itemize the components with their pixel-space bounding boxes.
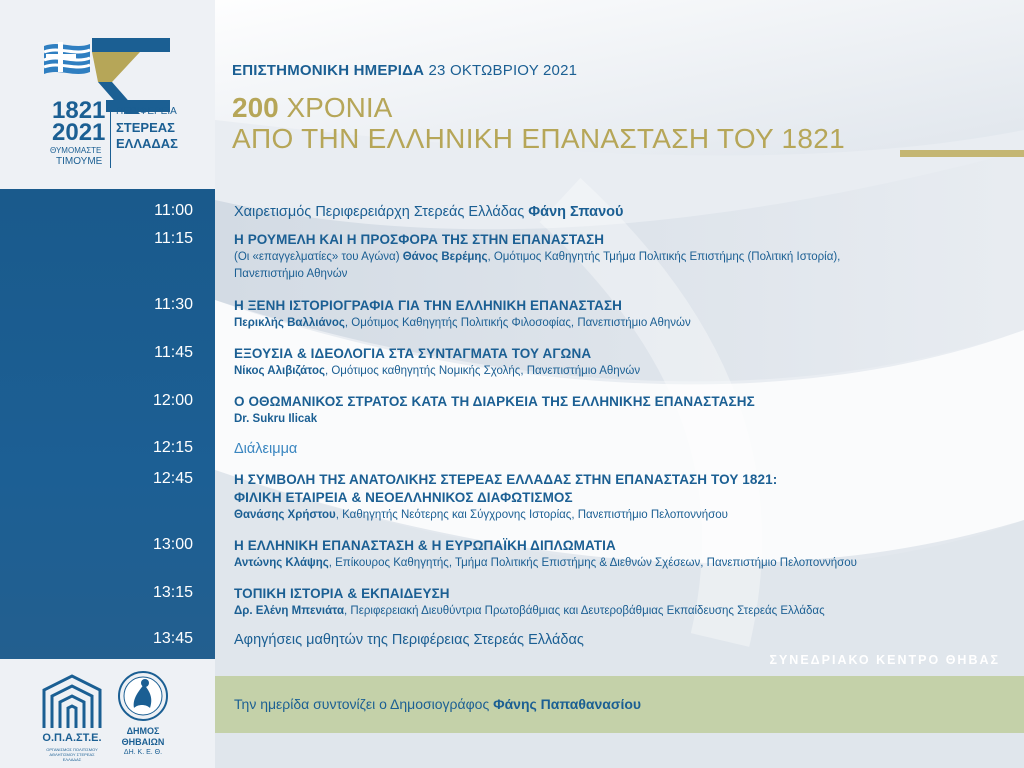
item-title: Η ΞΕΝΗ ΙΣΤΟΡΙΟΓΡΑΦΙΑ ΓΙΑ ΤΗΝ ΕΛΛΗΝΙΚΗ ΕΠΑΝΑΣΤΑΣΗ	[234, 298, 623, 313]
item-affiliation-2: Πανεπιστήμιο Αθηνών	[234, 268, 348, 280]
header	[232, 62, 1022, 155]
opaste-name: Ο.Π.Α.ΣΤ.Ε.	[42, 732, 102, 744]
item-affiliation: , Ομότιμος Καθηγητής Τμήμα Πολιτικής Επιστήμης (Πολιτική Ιστορία),	[487, 251, 841, 263]
sidebar-bottom	[0, 659, 215, 768]
item-content	[234, 231, 1024, 283]
item-title-2: ΦΙΛΙΚΗ ΕΤΑΙΡΕΙΑ & ΝΕΟΕΛΛΗΝΙΚΟΣ ΔΙΑΦΩΤΙΣΜΟΣ	[234, 490, 573, 505]
opaste-logo	[40, 672, 104, 762]
title-line-1	[232, 93, 1022, 123]
time-label: 13:15	[152, 584, 193, 601]
event-line	[232, 62, 1022, 79]
item-affiliation: , Ομότιμος Καθηγητής Πολιτικής Φιλοσοφίας, Πανεπιστήμιο Αθηνών	[344, 317, 691, 329]
time-label: 11:30	[154, 296, 193, 313]
item-speaker: Δρ. Ελένη Μπενιάτα	[234, 605, 345, 617]
item-speaker: Dr. Sukru Ilicak	[234, 413, 318, 425]
event-date: 23 ΟΚΤΩΒΡΙΟΥ 2021	[428, 62, 578, 79]
item-speaker: Αντώνης Κλάψης	[234, 557, 329, 569]
item-content	[234, 471, 1024, 524]
title-line-2: ΑΠΟ ΤΗΝ ΕΛΛΗΝΙΚΗ ΕΠΑΝΑΣΤΑΣΗ ΤΟΥ 1821	[232, 123, 846, 154]
item-plain: Χαιρετισμός Περιφερειάρχη Στερεάς Ελλάδας	[234, 204, 529, 220]
item-speaker-line	[234, 555, 1024, 572]
moderator-banner	[215, 676, 1024, 733]
item-text	[234, 631, 1024, 649]
item-subtitle: (Οι «επαγγελματίες» του Αγώνα)	[234, 251, 403, 263]
item-title: Η ΕΛΛΗΝΙΚΗ ΕΠΑΝΑΣΤΑΣΗ & Η ΕΥΡΩΠΑΪΚΗ ΔΙΠΛΩΜΑΤΙΑ	[234, 538, 616, 553]
year-top: 1821	[52, 97, 106, 124]
item-content	[234, 203, 1024, 221]
item-content	[234, 393, 1024, 428]
event-type: ΕΠΙΣΤΗΜΟΝΙΚΗ ΗΜΕΡΙΔΑ	[232, 62, 425, 79]
item-speaker: Νίκος Αλιβιζάτος	[234, 365, 325, 377]
item-speaker-line	[234, 603, 1024, 620]
opaste-subtitle: ΟΡΓΑΝΙΣΜΟΣ ΠΟΛΙΤΙΣΜΟΥ ΑΘΛΗΤΙΣΜΟΥ ΣΤΕΡΕΑΣ ΕΛΛΑΔΑΣ	[46, 747, 98, 762]
item-affiliation: , Ομότιμος καθηγητής Νομικής Σχολής, Πανεπιστήμιο Αθηνών	[324, 365, 641, 377]
year-bottom: 2021	[52, 119, 106, 146]
dimos-line-1: ΔΗΜΟΣ	[126, 726, 160, 736]
time-label: 12:00	[152, 392, 193, 409]
dimos-thivaion-logo	[112, 668, 174, 764]
item-title: ΤΟΠΙΚΗ ΙΣΤΟΡΙΑ & ΕΚΠΑΙΔΕΥΣΗ	[234, 586, 450, 601]
item-content	[234, 345, 1024, 380]
break-label: Διάλειμμα	[234, 441, 298, 457]
item-speaker: Θάνος Βερέμης	[402, 251, 488, 263]
item-content	[234, 585, 1024, 620]
item-affiliation: , Καθηγητής Νεότερης και Σύγχρονης Ιστορίας, Πανεπιστήμιο Πελοποννήσου	[335, 509, 728, 521]
motto-line-1: ΘΥΜΟΜΑΣΤΕ	[50, 146, 102, 155]
region-line-3: ΕΛΛΑΔΑΣ	[116, 136, 178, 151]
region-line-1: ΠΕΡΙΦΕΡΕΙΑ	[116, 106, 177, 117]
item-content	[234, 537, 1024, 572]
item-title: Η ΣΥΜΒΟΛΗ ΤΗΣ ΑΝΑΤΟΛΙΚΗΣ ΣΤΕΡΕΑΣ ΕΛΛΑΔΑΣ ΣΤΗΝ ΕΠΑΝΑΣΤΑΣΗ ΤΟΥ 1821:	[234, 472, 778, 487]
dimos-line-3: ΔΗ. Κ. Ε. Θ.	[123, 749, 163, 756]
item-speaker-line	[234, 411, 1024, 428]
anniversary-logo	[40, 32, 180, 182]
item-speaker: Φάνη Σπανού	[528, 204, 624, 220]
moderator-text	[234, 696, 641, 712]
item-speaker-line	[234, 363, 1024, 380]
item-affiliation: , Περιφερειακή Διευθύντρια Πρωτοβάθμιας και Δευτεροβάθμιας Εκπαίδευσης Στερεάς Ελλάδας	[344, 605, 825, 617]
time-label: 13:00	[152, 536, 193, 553]
item-speaker-line	[234, 249, 1024, 266]
item-speaker-line	[234, 507, 1024, 524]
venue-label: ΣΥΝΕΔΡΙΑΚΟ ΚΕΝΤΡΟ ΘΗΒΑΣ	[769, 653, 1000, 667]
item-content	[234, 440, 1024, 458]
logo-divider	[110, 104, 111, 168]
title-number: 200	[232, 92, 279, 123]
dimos-line-2: ΘΗΒΑΙΩΝ	[121, 737, 165, 747]
item-title: Ο ΟΘΩΜΑΝΙΚΟΣ ΣΤΡΑΤΟΣ ΚΑΤΑ ΤΗ ΔΙΑΡΚΕΙΑ ΤΗΣ ΕΛΛΗΝΙΚΗΣ ΕΠΑΝΑΣΤΑΣΗΣ	[234, 394, 755, 409]
item-title: Η ΡΟΥΜΕΛΗ ΚΑΙ Η ΠΡΟΣΦΟΡΑ ΤΗΣ ΣΤΗΝ ΕΠΑΝΑΣΤΑΣΗ	[234, 232, 605, 247]
opaste-mark-icon	[40, 672, 104, 730]
item-title: ΕΞΟΥΣΙΑ & ΙΔΕΟΛΟΓΙΑ ΣΤΑ ΣΥΝΤΑΓΜΑΤΑ ΤΟΥ ΑΓΩΝΑ	[234, 346, 592, 361]
moderator-intro: Την ημερίδα συντονίζει ο Δημοσιογράφος	[234, 696, 494, 712]
item-speaker: Περικλής Βαλλιάνος	[234, 317, 345, 329]
time-label: 12:15	[152, 439, 193, 456]
gold-accent-bar	[900, 150, 1024, 157]
region-line-2: ΣΤΕΡΕΑΣ	[116, 120, 175, 135]
item-content	[234, 297, 1024, 332]
title-word: ΧΡΟΝΙΑ	[286, 92, 393, 123]
time-label: 11:00	[154, 202, 193, 219]
item-plain: Αφηγήσεις μαθητών της Περιφέρειας Στερεάς Ελλάδας	[234, 632, 584, 648]
moderator-name: Φάνης Παπαθανασίου	[493, 696, 642, 712]
time-label: 13:45	[152, 630, 193, 647]
time-label: 12:45	[152, 470, 193, 487]
item-text	[234, 203, 1024, 221]
item-content	[234, 631, 1024, 649]
item-affiliation: , Επίκουρος Καθηγητής, Τμήμα Πολιτικής Επιστήμης & Διεθνών Σχέσεων, Πανεπιστήμιο Πελοποννήσου	[328, 557, 857, 569]
hercules-emblem-icon	[112, 668, 174, 724]
motto-line-2: ΤΙΜΟΥΜΕ	[56, 156, 103, 167]
item-speaker: Θανάσης Χρήστου	[234, 509, 336, 521]
item-speaker-line	[234, 315, 1024, 332]
time-label: 11:45	[154, 344, 193, 361]
time-label: 11:15	[154, 230, 193, 247]
